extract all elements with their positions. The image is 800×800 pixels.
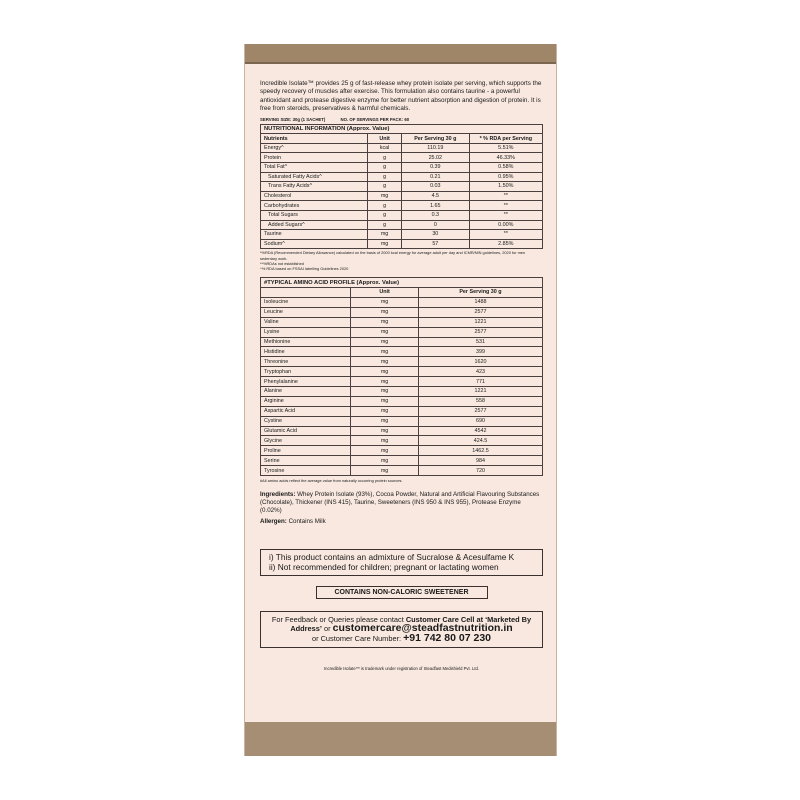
nutrition-cell: ** — [469, 230, 542, 240]
nutrition-cell: g — [368, 220, 402, 230]
nutrition-cell: 30 — [401, 230, 469, 240]
intro-text: Incredible Isolate™ provides 25 g of fast-release whey protein isolate per serving, which supports the speedy recovery of muscles after exercise. This formulation also contains taurine - a powerful antioxidant and protease digestive enzyme for better nutrient absorption and digestion of protein. It is free from steroids, preservatives & harmful chemicals. — [260, 80, 542, 113]
nutrition-cell: 0.39 — [401, 163, 469, 173]
nutrition-cell: 0.03 — [401, 182, 469, 192]
nutrition-cell: 25.02 — [401, 153, 469, 163]
warning-children: ii) Not recommended for children; pregnant or lactating women — [269, 562, 499, 573]
nutrition-cell: g — [368, 163, 402, 173]
feedback-care-cell: Customer Care Cell at ‘Marketed By Address’ — [290, 614, 532, 634]
nutrition-cell: mg — [368, 230, 402, 240]
nutrition-row — [261, 163, 543, 173]
product-label-panel — [244, 44, 557, 756]
ingredients-label: Ingredients: — [260, 490, 296, 498]
amino-cell: 399 — [418, 347, 542, 357]
amino-row — [261, 386, 543, 396]
note-fssai: ^% RDA based on FSSAI labelling Guidelines 2020 — [260, 265, 349, 271]
amino-cell: 531 — [418, 337, 542, 347]
amino-cell: 424.5 — [418, 436, 542, 446]
allergen — [260, 518, 543, 525]
amino-cell: Tryptophan — [261, 367, 351, 377]
nutrition-cell: 4.5 — [401, 191, 469, 201]
nutrition-notes — [260, 250, 543, 271]
amino-cell: Proline — [261, 446, 351, 456]
nutrition-row — [261, 182, 543, 192]
amino-cell: 4542 — [418, 426, 542, 436]
feedback-number-label: or Customer Care Number: — [311, 634, 402, 644]
bottom-band — [245, 722, 556, 756]
nutrition-cell: 46.33% — [469, 153, 542, 163]
amino-cell: mg — [351, 416, 419, 426]
amino-cell: 1488 — [418, 297, 542, 307]
warning-box — [260, 549, 543, 576]
amino-header: Per Serving 30 g — [418, 288, 542, 298]
nutrition-table — [260, 124, 543, 250]
nutrition-row — [261, 191, 543, 201]
servings-per-pack: NO. OF SERVINGS PER PACK: 60 — [340, 116, 410, 122]
amino-cell: 2577 — [418, 327, 542, 337]
amino-row — [261, 416, 543, 426]
nutrition-cell: Taurine — [261, 230, 368, 240]
note-not-established: **%RDAs not established — [260, 260, 304, 266]
nutrition-row — [261, 201, 543, 211]
amino-cell: mg — [351, 357, 419, 367]
note-rda: *%RDA (Recommended Dietary Allowance) calculated on the basis of 2000 kcal energy for average adult per day and ICMR/NIN guidelines, 2020 for men sedentary work. — [260, 250, 526, 261]
allergen-text: Contains Milk — [288, 517, 326, 525]
amino-title: #TYPICAL AMINO ACID PROFILE (Approx. Value) — [261, 278, 543, 288]
amino-cell: mg — [351, 456, 419, 466]
amino-row — [261, 337, 543, 347]
top-band — [245, 44, 556, 62]
nutrition-row — [261, 143, 543, 153]
amino-cell: mg — [351, 327, 419, 337]
nutrition-cell: 0.21 — [401, 172, 469, 182]
feedback-line1: For Feedback or Queries please contact — [271, 614, 404, 624]
amino-cell: mg — [351, 426, 419, 436]
nutrition-row — [261, 172, 543, 182]
nutrition-cell: 1.50% — [469, 182, 542, 192]
amino-row — [261, 367, 543, 377]
amino-cell: Alanine — [261, 386, 351, 396]
amino-cell: 2577 — [418, 307, 542, 317]
amino-cell: Arginine — [261, 396, 351, 406]
amino-cell: Cystine — [261, 416, 351, 426]
amino-cell: mg — [351, 396, 419, 406]
feedback-email: customercare@steadfastnutrition.in — [332, 622, 513, 635]
nutrition-cell: 2.85% — [469, 239, 542, 249]
amino-cell: Methionine — [261, 337, 351, 347]
amino-cell: Phenylalanine — [261, 377, 351, 387]
nutrition-cell: g — [368, 172, 402, 182]
amino-cell: 720 — [418, 466, 542, 476]
amino-cell: Glutamic Acid — [261, 426, 351, 436]
nutrition-row — [261, 220, 543, 230]
amino-cell: Lysine — [261, 327, 351, 337]
nutrition-cell: Total Fat^ — [261, 163, 368, 173]
nutrition-cell: g — [368, 201, 402, 211]
nutrition-cell: Energy^ — [261, 143, 368, 153]
nutrition-cell: 110.19 — [401, 143, 469, 153]
feedback-box — [260, 611, 543, 648]
nutrition-header: * % RDA per Serving — [469, 134, 542, 144]
nutrition-cell: ** — [469, 201, 542, 211]
amino-cell: 1462.5 — [418, 446, 542, 456]
amino-cell: mg — [351, 317, 419, 327]
nutrition-cell: Sodium^ — [261, 239, 368, 249]
nutrition-cell: mg — [368, 191, 402, 201]
amino-row — [261, 436, 543, 446]
nutrition-row — [261, 153, 543, 163]
sweetener-notice: CONTAINS NON-CALORIC SWEETENER — [316, 586, 488, 599]
amino-row — [261, 396, 543, 406]
amino-cell: 984 — [418, 456, 542, 466]
amino-cell: mg — [351, 307, 419, 317]
nutrition-cell: Total Sugars — [261, 210, 368, 220]
nutrition-cell: 0.58% — [469, 163, 542, 173]
nutrition-cell: mg — [368, 239, 402, 249]
nutrition-cell: ** — [469, 191, 542, 201]
amino-cell: 1620 — [418, 357, 542, 367]
nutrition-cell: Saturated Fatty Acids^ — [261, 172, 368, 182]
amino-cell: Serine — [261, 456, 351, 466]
nutrition-header: Per Serving 30 g — [401, 134, 469, 144]
serving-size: SERVING SIZE: 30g (1 SACHET) — [260, 116, 326, 122]
amino-cell: 690 — [418, 416, 542, 426]
nutrition-cell: 0.00% — [469, 220, 542, 230]
amino-cell: mg — [351, 337, 419, 347]
amino-cell: Histidine — [261, 347, 351, 357]
allergen-label: Allergen: — [260, 517, 287, 525]
amino-row — [261, 307, 543, 317]
amino-row — [261, 406, 543, 416]
label-content — [260, 80, 543, 671]
amino-cell: mg — [351, 367, 419, 377]
amino-row — [261, 466, 543, 476]
nutrition-header: Nutrients — [261, 134, 368, 144]
nutrition-title: NUTRITIONAL INFORMATION (Approx. Value) — [261, 124, 543, 134]
amino-cell: 558 — [418, 396, 542, 406]
amino-cell: Tyrosine — [261, 466, 351, 476]
nutrition-cell: ** — [469, 210, 542, 220]
amino-cell: mg — [351, 377, 419, 387]
nutrition-cell: Protein — [261, 153, 368, 163]
amino-row — [261, 377, 543, 387]
amino-cell: mg — [351, 406, 419, 416]
amino-cell: 2577 — [418, 406, 542, 416]
nutrition-cell: kcal — [368, 143, 402, 153]
amino-cell: 1221 — [418, 386, 542, 396]
amino-cell: 1221 — [418, 317, 542, 327]
ingredients-text: Whey Protein Isolate (93%), Cocoa Powder, Natural and Artificial Flavouring Substances (Chocolate), Thickener (INS 415), Taurine, Sweeteners (INS 950 & INS 955), Protease Enzyme (0.02%) — [260, 490, 540, 515]
amino-row — [261, 426, 543, 436]
serving-info — [260, 117, 543, 122]
amino-cell: Glycine — [261, 436, 351, 446]
nutrition-cell: 57 — [401, 239, 469, 249]
amino-cell: 771 — [418, 377, 542, 387]
nutrition-cell: 5.51% — [469, 143, 542, 153]
nutrition-cell: g — [368, 182, 402, 192]
amino-cell: mg — [351, 386, 419, 396]
amino-row — [261, 357, 543, 367]
amino-cell: mg — [351, 466, 419, 476]
amino-cell: Isoleucine — [261, 297, 351, 307]
amino-cell: mg — [351, 446, 419, 456]
nutrition-cell: 1.65 — [401, 201, 469, 211]
nutrition-header: Unit — [368, 134, 402, 144]
amino-cell: mg — [351, 297, 419, 307]
nutrition-cell: Cholesterol — [261, 191, 368, 201]
nutrition-cell: g — [368, 210, 402, 220]
amino-cell: Aspartic Acid — [261, 406, 351, 416]
warning-sweetener: i) This product contains an admixture of Sucralose & Acesulfame K — [269, 551, 515, 562]
amino-note: #All amino acids reflect the average value from naturally occurring protein sources. — [260, 477, 403, 483]
feedback-phone: +91 742 80 07 230 — [403, 632, 492, 645]
nutrition-row — [261, 210, 543, 220]
nutrition-row — [261, 230, 543, 240]
amino-row — [261, 327, 543, 337]
nutrition-cell: 0 — [401, 220, 469, 230]
trademark-note: Incredible Isolate™ is trademark under registration of Steadfast Medishield Pvt. Ltd. — [323, 665, 479, 671]
nutrition-cell: Trans Fatty Acids^ — [261, 182, 368, 192]
amino-acid-table — [260, 277, 543, 476]
amino-cell: mg — [351, 436, 419, 446]
amino-cell: Valine — [261, 317, 351, 327]
amino-cell: Leucine — [261, 307, 351, 317]
feedback-or: or — [324, 624, 331, 634]
nutrition-cell: Carbohydrates — [261, 201, 368, 211]
nutrition-row — [261, 239, 543, 249]
amino-header: Unit — [351, 288, 419, 298]
amino-cell: 423 — [418, 367, 542, 377]
amino-row — [261, 456, 543, 466]
amino-cell: mg — [351, 347, 419, 357]
nutrition-cell: Added Sugars^ — [261, 220, 368, 230]
amino-row — [261, 297, 543, 307]
amino-row — [261, 317, 543, 327]
amino-header — [261, 288, 351, 298]
amino-row — [261, 446, 543, 456]
nutrition-cell: 0.3 — [401, 210, 469, 220]
amino-cell: Threonine — [261, 357, 351, 367]
nutrition-cell: g — [368, 153, 402, 163]
amino-row — [261, 347, 543, 357]
ingredients — [260, 491, 543, 516]
nutrition-cell: 0.95% — [469, 172, 542, 182]
